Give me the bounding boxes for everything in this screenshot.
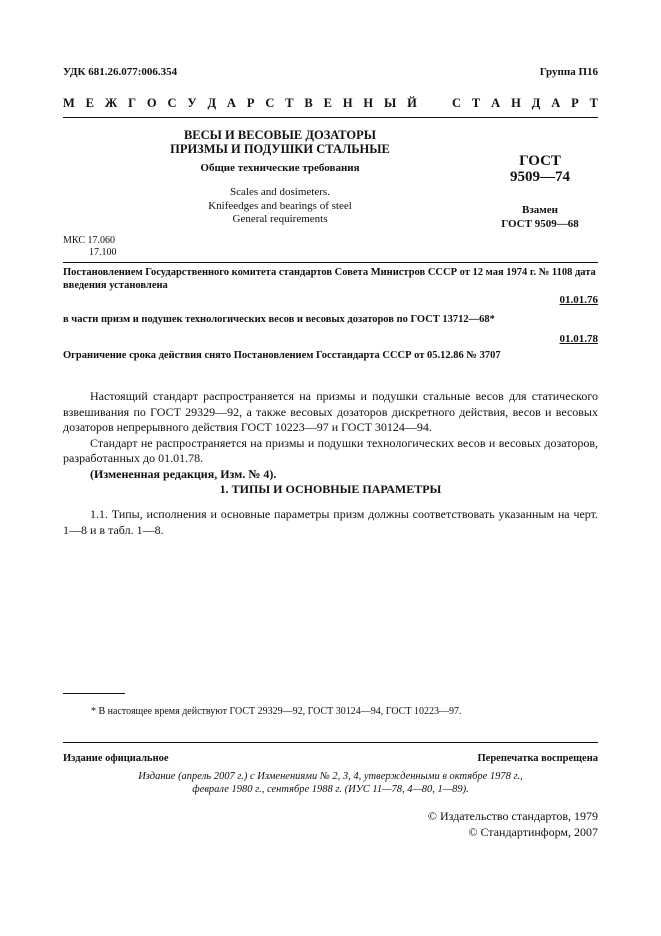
official-edition-label: Издание официальное <box>63 753 169 764</box>
english-title-line-3: General requirements <box>232 213 328 225</box>
banner-letter: Н <box>342 96 353 110</box>
clause-1-1: 1.1. Типы, исполнения и основные параметры призм должны соответствовать указанным на черт. 1—8 и в табл. 1—8. <box>63 507 598 537</box>
banner-letter: Ы <box>384 96 397 110</box>
gost-label: ГОСТ <box>519 153 561 169</box>
footnote-rule <box>63 693 125 694</box>
standard-banner <box>63 96 598 111</box>
mks-codes <box>63 235 117 259</box>
limit-removed-text: Ограничение срока действия снято Постановлением Госстандарта СССР от 05.12.86 № 3707 <box>63 350 501 361</box>
banner-letter: Т <box>589 96 598 110</box>
banner-word-interstate <box>63 96 417 111</box>
banner-letter: Е <box>323 96 332 110</box>
footnote: * В настоящее время действуют ГОСТ 29329—92, ГОСТ 30124—94, ГОСТ 10223—97. <box>91 706 462 717</box>
reprint-prohibited-label: Перепечатка воспрещена <box>477 753 598 764</box>
scope-paragraph-2: Стандарт не распространяется на призмы и подушки технологических весов и весовых дозаторов, разработанных до 01.01.78. <box>63 435 598 465</box>
gost-number: 9509—74 <box>510 169 570 185</box>
copyright-1: © Издательство стандартов, 1979 <box>427 809 598 823</box>
section-text <box>63 507 598 538</box>
effective-date-1: 01.01.76 <box>559 294 598 306</box>
banner-letter: Д <box>207 96 217 110</box>
scope-paragraph-1: Настоящий стандарт распространяется на призмы и подушки стальные весов для статического взвешивания по ГОСТ 29329—92, а также весовых дозаторов дискретного действия, весов и весовых дозаторов непрерывного действия ГОСТ 10223—97 и ГОСТ 30124—94. <box>63 389 598 434</box>
header-rule <box>63 117 598 118</box>
udk-code: УДК 681.26.077:006.354 <box>63 66 178 78</box>
banner-letter: Д <box>531 96 541 110</box>
banner-letter: А <box>551 96 561 110</box>
banner-letter: Т <box>471 96 481 110</box>
group-code: Группа П16 <box>539 66 598 78</box>
english-title <box>145 186 415 227</box>
document-subtitle: Общие технические требования <box>200 162 360 174</box>
english-title-line-2: Knifeedges and bearings of steel <box>208 199 352 212</box>
mks-rule <box>63 262 598 263</box>
banner-word-standard <box>452 96 598 111</box>
banner-letter: С <box>167 96 177 110</box>
banner-letter: А <box>226 96 236 110</box>
banner-letter: Г <box>128 96 137 110</box>
banner-letter: Н <box>363 96 374 110</box>
banner-letter: С <box>452 96 462 110</box>
banner-letter: В <box>304 96 313 110</box>
banner-letter: С <box>265 96 275 110</box>
banner-letter: Ж <box>104 96 118 110</box>
title-line-1: ВЕСЫ И ВЕСОВЫЕ ДОЗАТОРЫ <box>183 128 377 142</box>
banner-letter: Н <box>511 96 521 110</box>
edition-info <box>63 770 598 796</box>
edition-line-2: феврале 1980 г., сентябре 1988 г. (ИУС 11—78, 4—80, 1—89). <box>192 784 469 795</box>
document-title <box>145 128 415 156</box>
mks-line-1: МКС 17.060 <box>63 235 115 246</box>
edition-line-1: Издание (апрель 2007 г.) с Изменениями № 2, 3, 4, утвержденными в октябре 1978 г., <box>138 771 523 782</box>
decree-text: Постановлением Государственного комитета стандартов Совета Министров СССР от 12 мая 1974 г. № 1108 дата введения установлена <box>63 267 596 291</box>
banner-letter: Й <box>407 96 417 110</box>
replaces-number: ГОСТ 9509—68 <box>501 218 579 230</box>
banner-letter: Т <box>285 96 294 110</box>
banner-letter: Р <box>571 96 579 110</box>
mks-line-2: 17.100 <box>89 247 117 258</box>
banner-letter: Е <box>85 96 95 110</box>
title-line-2: ПРИЗМЫ И ПОДУШКИ СТАЛЬНЫЕ <box>170 142 390 156</box>
section-title: 1. ТИПЫ И ОСНОВНЫЕ ПАРАМЕТРЫ <box>219 482 442 496</box>
replaces-block <box>480 203 600 231</box>
scope-text <box>63 389 598 482</box>
amendment-note: (Измененная редакция, Изм. № 4). <box>90 466 277 481</box>
banner-letter: А <box>491 96 501 110</box>
effective-date-2: 01.01.78 <box>559 333 598 345</box>
english-title-line-1: Scales and dosimeters. <box>230 186 330 198</box>
replaces-label: Взамен <box>522 204 558 216</box>
footer-rule <box>63 742 598 743</box>
gost-number-block <box>480 153 600 185</box>
decree-part-text: в части призм и подушек технологических весов и весовых дозаторов по ГОСТ 13712—68* <box>63 314 495 325</box>
banner-letter: М <box>63 96 75 110</box>
banner-letter: О <box>146 96 157 110</box>
banner-letter: Р <box>246 96 255 110</box>
copyright-block <box>428 808 598 840</box>
copyright-2: © Стандартинформ, 2007 <box>468 825 598 839</box>
banner-letter: У <box>187 96 197 110</box>
